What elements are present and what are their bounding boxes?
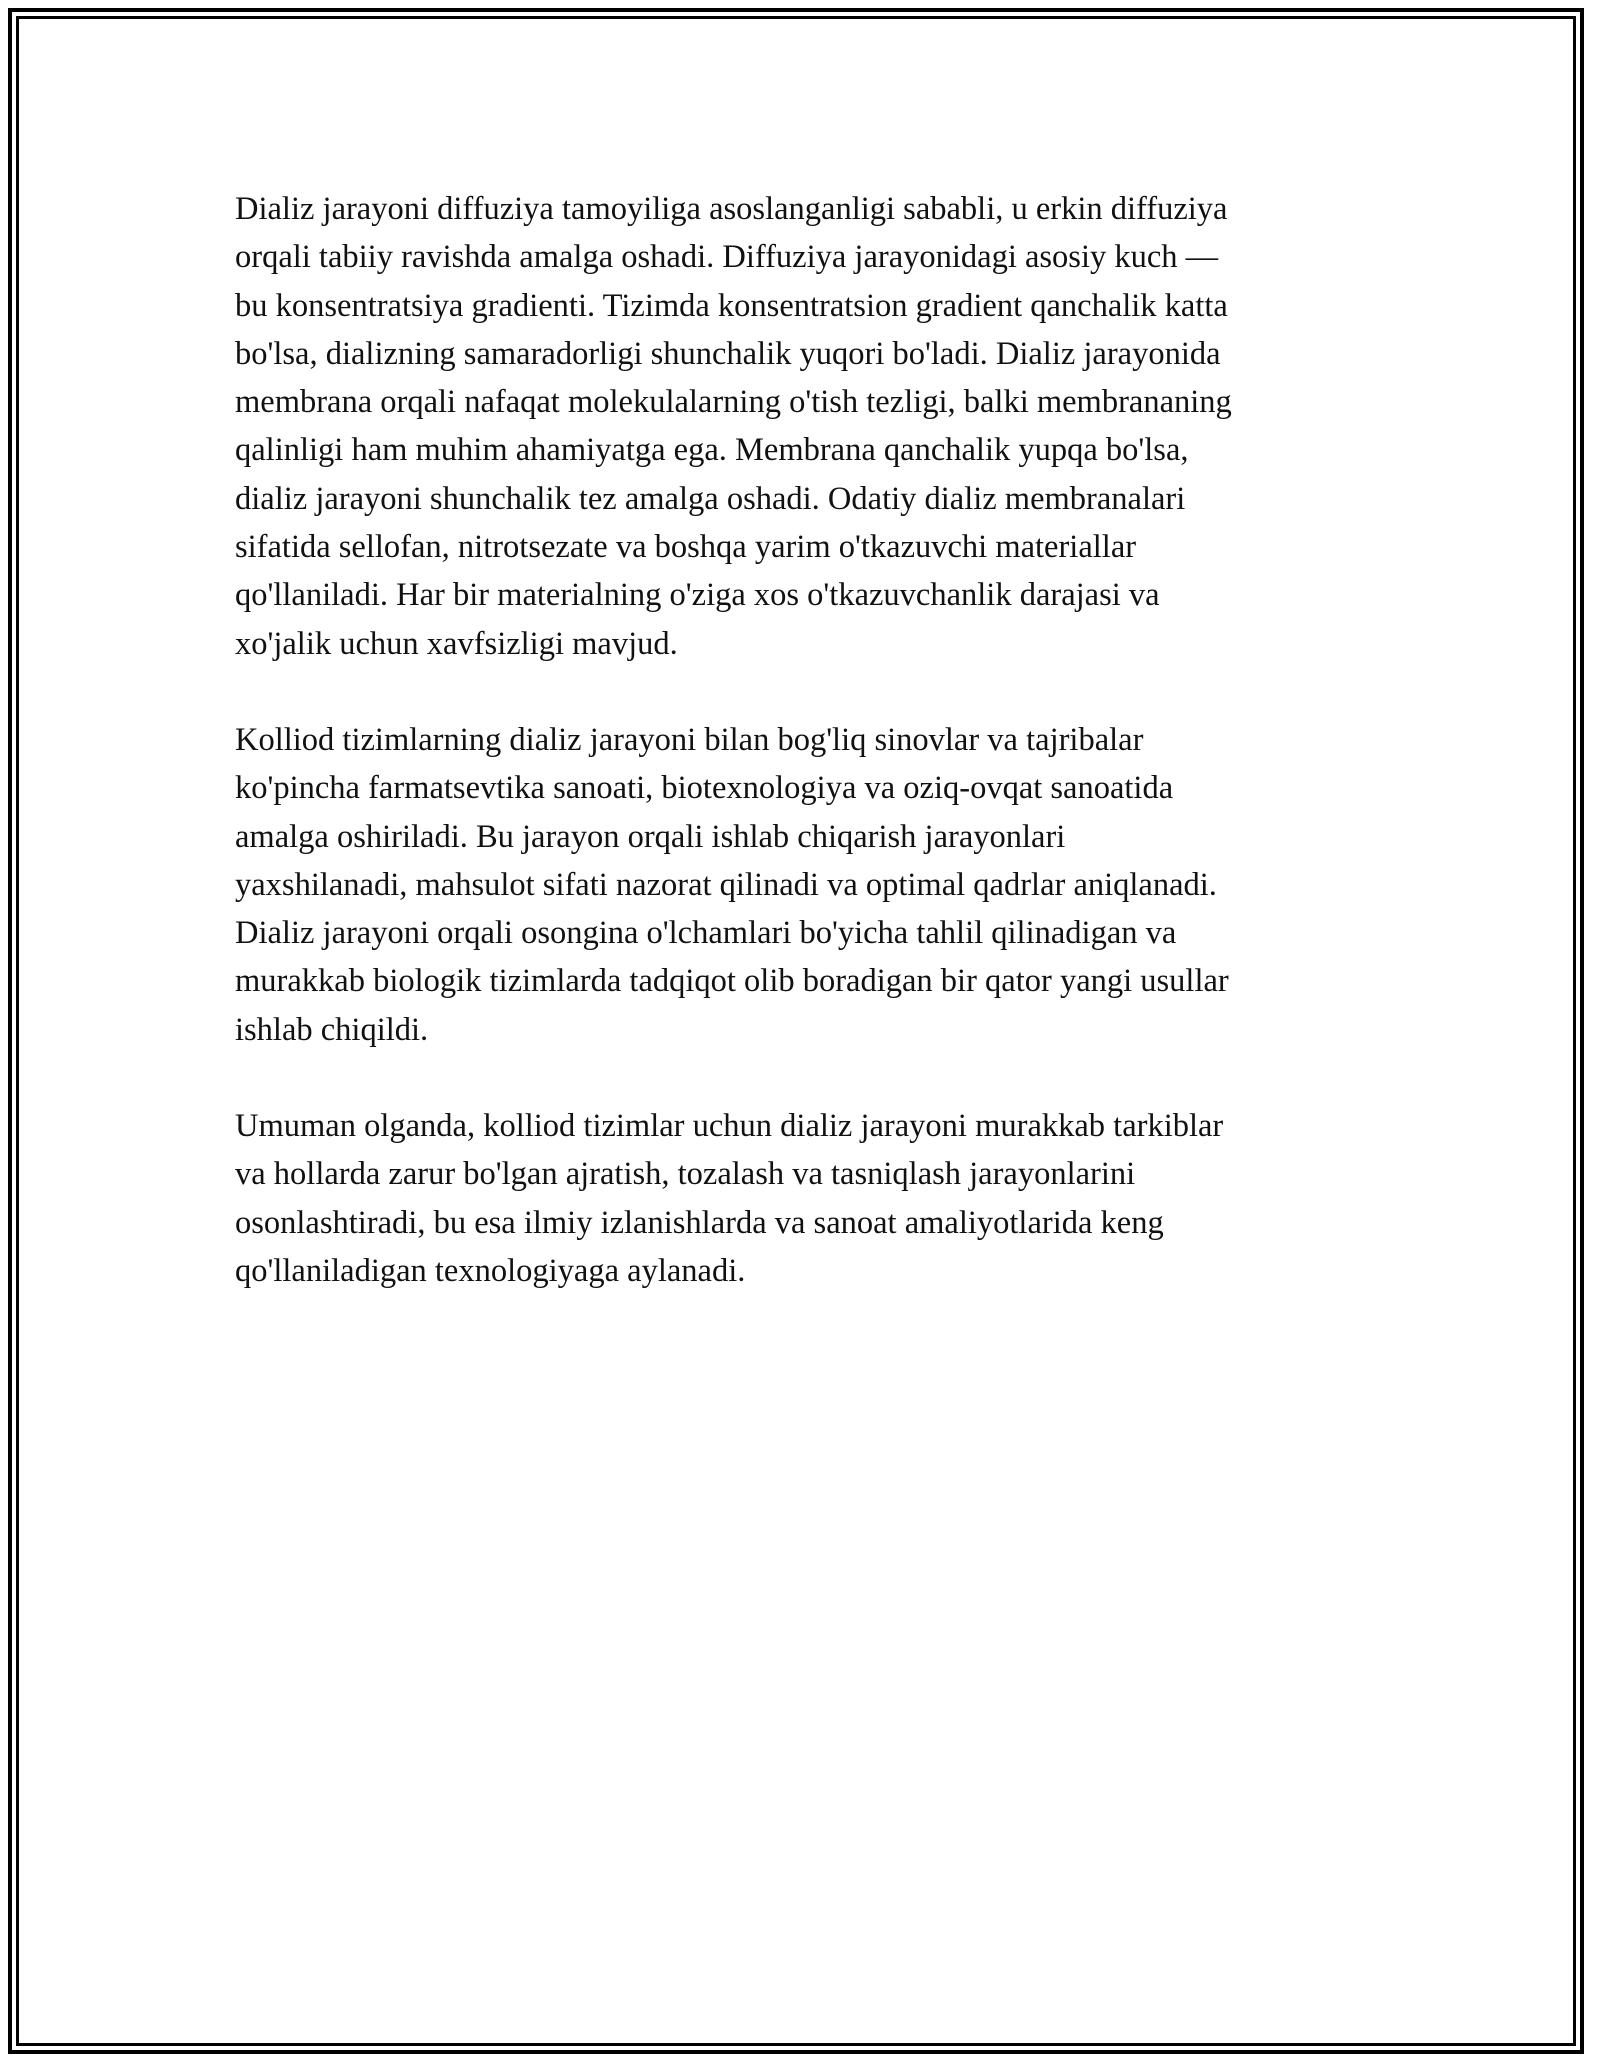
paragraph-1: Dializ jarayoni diffuziya tamoyiliga asoslanganligi sababli, u erkin diffuziya orqali tabiiy ravishda amalga oshadi. Diffuziya jarayonidagi asosiy kuch — bu konsentratsiya gradienti. Tizimda konsentratsion gradient qanchalik katta bo'lsa, dializning samaradorligi shunchalik yuqori bo'ladi. Dializ jarayonida membrana orqali nafaqat molekulalarning o'tish tezligi, balki membrananing qalinligi ham muhim ahamiyatga ega. Membrana qanchalik yupqa bo'lsa, dializ jarayoni shunchalik tez amalga oshadi. Odatiy dializ membranalari sifatida sellofan, nitrotsezate va boshqa yarim o'tkazuvchi materiallar qo'llaniladi. Har bir materialning o'ziga xos o'tkazuvchanlik darajasi va xo'jalik uchun xavfsizligi mavjud. — [235, 191, 1232, 662]
document-body — [235, 185, 1365, 1343]
paragraph-3: Umuman olganda, kolliod tizimlar uchun dializ jarayoni murakkab tarkiblar va hollarda zarur bo'lgan ajratish, tozalash va tasniqlash jarayonlarini osonlashtiradi, bu esa ilmiy izlanishlarda va sanoat amaliyotlarida keng qo'llaniladigan texnologiyaga aylanadi. — [235, 1108, 1224, 1289]
paragraph-2: Kolliod tizimlarning dializ jarayoni bilan bog'liq sinovlar va tajribalar ko'pincha farmatsevtika sanoati, biotexnologiya va oziq-ovqat sanoatida amalga oshiriladi. Bu jarayon orqali ishlab chiqarish jarayonlari yaxshilanadi, mahsulot sifati nazorat qilinadi va optimal qadrlar aniqlanadi. Dializ jarayoni orqali osongina o'lchamlari bo'yicha tahlil qilinadigan va murakkab biologik tizimlarda tadqiqot olib boradigan bir qator yangi usullar ishlab chiqildi. — [235, 721, 1229, 1048]
